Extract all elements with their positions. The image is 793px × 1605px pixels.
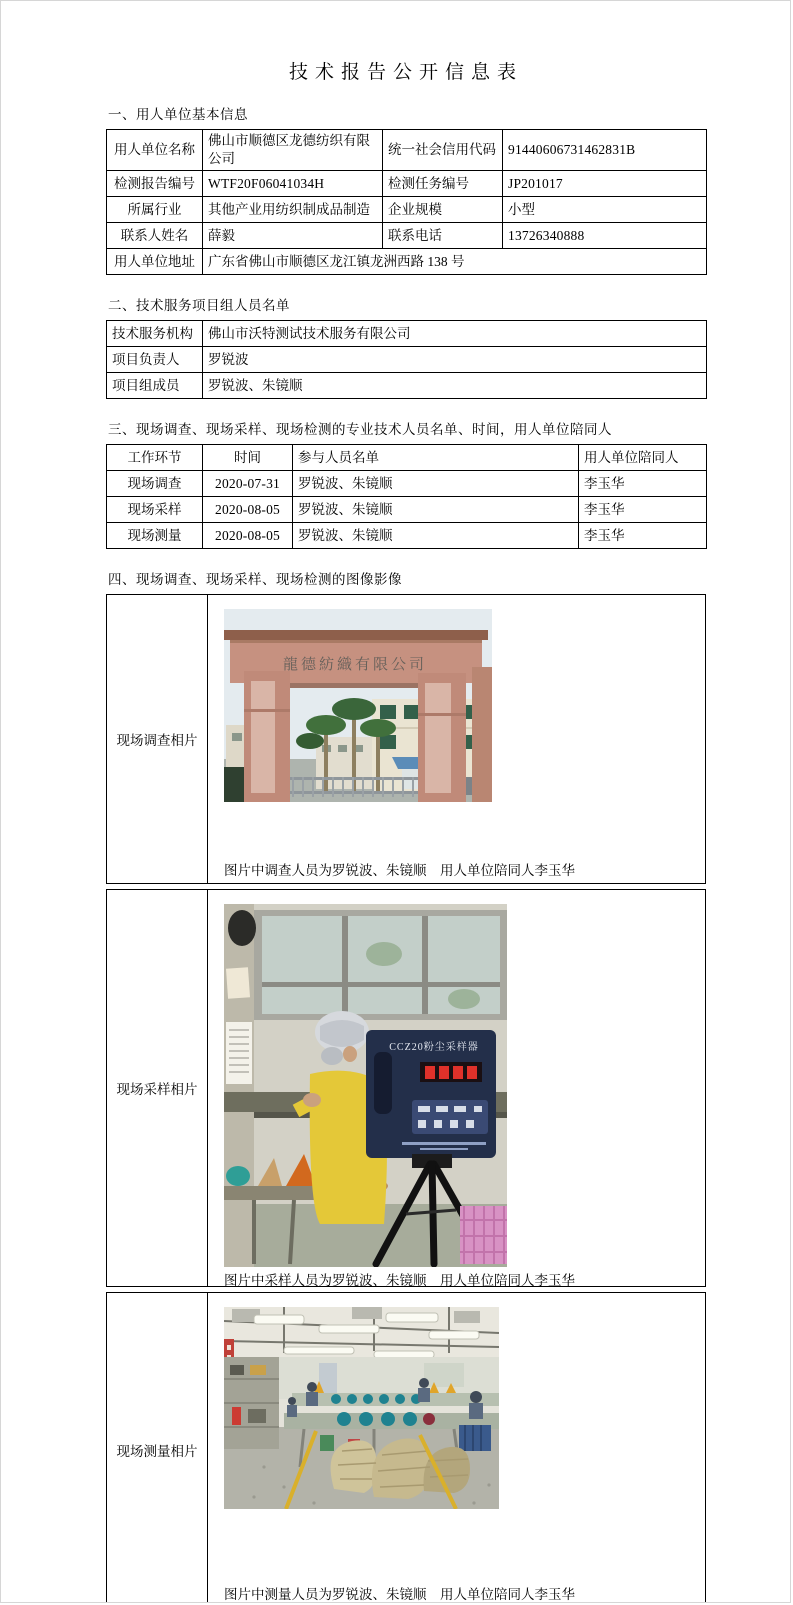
cell-label: 用人单位名称 xyxy=(107,130,203,171)
cell-value: 佛山市顺德区龙德纺织有限公司 xyxy=(203,130,383,171)
cell-label: 用人单位地址 xyxy=(107,249,203,275)
survey-photo xyxy=(224,609,697,802)
cell-date: 2020-08-05 xyxy=(203,523,293,549)
column-header: 用人单位陪同人 xyxy=(579,445,707,471)
table-row xyxy=(107,347,707,373)
cell-escort: 李玉华 xyxy=(579,471,707,497)
table-row xyxy=(107,223,707,249)
survey-photo-caption: 图片中调查人员为罗锐波、朱镜顺 用人单位陪同人李玉华 xyxy=(224,863,575,878)
cell-value: WTF20F06041034H xyxy=(203,171,383,197)
cell-label: 技术服务机构 xyxy=(107,321,203,347)
sampler-device-label: CCZ20粉尘采样器 xyxy=(389,1042,479,1053)
cell-label: 所属行业 xyxy=(107,197,203,223)
cell-value: 罗锐波、朱镜顺 xyxy=(203,373,707,399)
section-heading-basic-info: 一、用人单位基本信息 xyxy=(108,107,248,122)
table-row xyxy=(107,523,707,549)
survey-photo-label: 现场调查相片 xyxy=(107,595,208,883)
cell-label: 项目负责人 xyxy=(107,347,203,373)
cell-value: 其他产业用纺织制成品制造 xyxy=(203,197,383,223)
basic-info-table xyxy=(106,129,707,275)
measuring-photo-cell xyxy=(208,1293,705,1603)
table-row xyxy=(107,321,707,347)
cell-label: 项目组成员 xyxy=(107,373,203,399)
page-title: 技术报告公开信息表 xyxy=(288,62,523,83)
table-row xyxy=(107,197,707,223)
document-content xyxy=(106,1,706,1603)
cell-escort: 李玉华 xyxy=(579,497,707,523)
cell-value: 罗锐波 xyxy=(203,347,707,373)
table-header-row xyxy=(107,445,707,471)
table-row xyxy=(107,471,707,497)
column-header: 时间 xyxy=(203,445,293,471)
table-row xyxy=(107,373,707,399)
section-heading-schedule: 三、现场调查、现场采样、现场检测的专业技术人员名单、时间，用人单位陪同人 xyxy=(108,422,612,437)
team-table xyxy=(106,320,707,399)
cell-label: 联系电话 xyxy=(383,223,503,249)
section-heading-team: 二、技术服务项目组人员名单 xyxy=(108,298,290,313)
cell-staff: 罗锐波、朱镜顺 xyxy=(293,523,579,549)
cell-value: 13726340888 xyxy=(503,223,707,249)
measuring-photo-caption: 图片中测量人员为罗锐波、朱镜顺 用人单位陪同人李玉华 xyxy=(224,1587,575,1602)
table-row xyxy=(107,497,707,523)
cell-value: 小型 xyxy=(503,197,707,223)
column-header: 参与人员名单 xyxy=(293,445,579,471)
measuring-photo-label: 现场测量相片 xyxy=(107,1293,208,1603)
cell-step: 现场采样 xyxy=(107,497,203,523)
cell-label: 联系人姓名 xyxy=(107,223,203,249)
column-header: 工作环节 xyxy=(107,445,203,471)
cell-value: 佛山市沃特测试技术服务有限公司 xyxy=(203,321,707,347)
sampling-photo-label: 现场采样相片 xyxy=(107,890,208,1286)
sampling-photo-caption: 图片中采样人员为罗锐波、朱镜顺 用人单位陪同人李玉华 xyxy=(224,1273,575,1288)
cell-staff: 罗锐波、朱镜顺 xyxy=(293,471,579,497)
factory-gate-photo-illustration xyxy=(224,609,492,802)
cell-escort: 李玉华 xyxy=(579,523,707,549)
table-row xyxy=(107,130,707,171)
cell-step: 现场测量 xyxy=(107,523,203,549)
cell-label: 检测报告编号 xyxy=(107,171,203,197)
survey-photo-block xyxy=(106,594,706,884)
cell-date: 2020-07-31 xyxy=(203,471,293,497)
cell-value: 广东省佛山市顺德区龙江镇龙洲西路 138 号 xyxy=(203,249,707,275)
dust-sampler-photo-illustration xyxy=(224,904,507,1267)
sampling-photo-block xyxy=(106,889,706,1287)
sampling-photo xyxy=(224,904,697,1267)
cell-label: 检测任务编号 xyxy=(383,171,503,197)
gate-sign-text: 龍德紡織有限公司 xyxy=(282,657,428,673)
workshop-floor-photo-illustration xyxy=(224,1307,499,1509)
cell-label: 统一社会信用代码 xyxy=(383,130,503,171)
section-heading-photos: 四、现场调查、现场采样、现场检测的图像影像 xyxy=(108,572,402,587)
cell-value: 薛毅 xyxy=(203,223,383,249)
measuring-photo-block xyxy=(106,1292,706,1603)
schedule-table xyxy=(106,444,707,549)
cell-label: 企业规模 xyxy=(383,197,503,223)
sampling-photo-cell xyxy=(208,890,705,1286)
cell-value: JP201017 xyxy=(503,171,707,197)
cell-staff: 罗锐波、朱镜顺 xyxy=(293,497,579,523)
table-row xyxy=(107,171,707,197)
cell-step: 现场调查 xyxy=(107,471,203,497)
table-row xyxy=(107,249,707,275)
cell-date: 2020-08-05 xyxy=(203,497,293,523)
survey-photo-cell xyxy=(208,595,705,883)
cell-value: 91440606731462831B xyxy=(503,130,707,171)
measuring-photo xyxy=(224,1307,697,1509)
